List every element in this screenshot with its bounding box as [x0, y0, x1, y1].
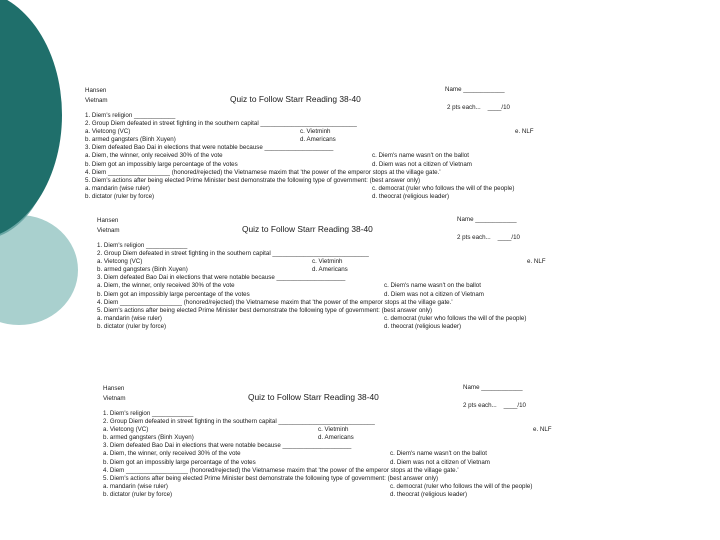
option-2e: e. NLF	[533, 426, 552, 434]
option-3a: a. Diem, the winner, only received 30% of the vote	[103, 450, 241, 458]
dark-teal-circle	[0, 0, 62, 240]
question-5: 5. Diem's actions after being elected Prime Minister best demonstrate the following type of government: (best answer only)	[97, 306, 433, 314]
score-label: ____/10	[497, 234, 520, 241]
unit-name: Vietnam	[97, 227, 120, 234]
quiz-copy-3	[103, 384, 703, 499]
option-2a: a. Vietcong (VC)	[103, 426, 149, 434]
question-2: 2. Group Diem defeated in street fighting in the southern capital ____________________________	[97, 250, 369, 258]
option-3b: b. Diem got an impossibly large percentage of the votes	[103, 458, 256, 466]
quiz-title: Quiz to Follow Starr Reading 38-40	[242, 224, 373, 234]
question-4: 4. Diem __________________ (honored/rejected) the Vietnamese maxim that 'the power of the emperor stops at the village gate.'	[103, 466, 459, 474]
option-2d: d. Americans	[312, 266, 348, 274]
option-3d: d. Diem was not a citizen of Vietnam	[372, 160, 472, 168]
option-2b: b. armed gangsters (Binh Xuyen)	[103, 434, 194, 442]
light-teal-circle	[0, 215, 78, 325]
option-2d: d. Americans	[300, 136, 336, 144]
option-5d: d. theocrat (religious leader)	[372, 192, 450, 200]
option-2c: c. Vietminh	[300, 128, 331, 136]
option-5b: b. dictator (ruler by force)	[97, 322, 167, 330]
quiz-header	[97, 216, 697, 242]
option-3a: a. Diem, the winner, only received 30% of the vote	[97, 282, 235, 290]
quiz-header	[103, 384, 703, 410]
option-3d: d. Diem was not a citizen of Vietnam	[390, 458, 490, 466]
option-2b: b. armed gangsters (Binh Xuyen)	[85, 136, 176, 144]
name-field-label: Name ____________	[457, 216, 517, 223]
option-3c: c. Diem's name wasn't on the ballot	[384, 282, 481, 290]
option-3a: a. Diem, the winner, only received 30% of the vote	[85, 152, 223, 160]
question-4: 4. Diem __________________ (honored/rejected) the Vietnamese maxim that 'the power of the emperor stops at the village gate.'	[85, 168, 441, 176]
question-3: 3. Diem defeated Bao Dai in elections that were notable because ____________________	[85, 144, 334, 152]
unit-name: Vietnam	[103, 395, 126, 402]
option-2c: c. Vietminh	[318, 426, 349, 434]
score-label: ____/10	[487, 104, 510, 111]
question-5: 5. Diem's actions after being elected Prime Minister best demonstrate the following type of government: (best answer only)	[103, 474, 439, 482]
name-field-label: Name ____________	[445, 86, 505, 93]
quiz-copy-1	[85, 86, 690, 201]
option-5a: a. mandarin (wise ruler)	[97, 314, 162, 322]
quiz-title: Quiz to Follow Starr Reading 38-40	[248, 392, 379, 402]
option-3b: b. Diem got an impossibly large percentage of the votes	[85, 160, 238, 168]
score-label: ____/10	[503, 402, 526, 409]
question-3: 3. Diem defeated Bao Dai in elections that were notable because ____________________	[103, 442, 352, 450]
question-2: 2. Group Diem defeated in street fighting in the southern capital ____________________________	[103, 418, 375, 426]
option-3c: c. Diem's name wasn't on the ballot	[372, 152, 469, 160]
quiz-copy-2	[97, 216, 697, 331]
option-5c: c. democrat (ruler who follows the will of the people)	[390, 482, 533, 490]
question-2: 2. Group Diem defeated in street fighting in the southern capital ____________________________	[85, 120, 357, 128]
teacher-name: Hansen	[97, 217, 119, 224]
option-5d: d. theocrat (religious leader)	[390, 490, 468, 498]
decorative-circles	[0, 0, 80, 540]
option-3b: b. Diem got an impossibly large percentage of the votes	[97, 290, 250, 298]
points-label: 2 pts each... ____/10	[457, 234, 520, 241]
points-label: 2 pts each... ____/10	[447, 104, 510, 111]
option-2a: a. Vietcong (VC)	[97, 258, 143, 266]
name-field-label: Name ____________	[463, 384, 523, 391]
option-2b: b. armed gangsters (Binh Xuyen)	[97, 266, 188, 274]
points-label: 2 pts each... ____/10	[463, 402, 526, 409]
option-2e: e. NLF	[515, 128, 534, 136]
option-5a: a. mandarin (wise ruler)	[103, 482, 168, 490]
option-5c: c. democrat (ruler who follows the will of the people)	[384, 314, 527, 322]
teacher-name: Hansen	[103, 385, 125, 392]
option-5b: b. dictator (ruler by force)	[85, 192, 155, 200]
option-3d: d. Diem was not a citizen of Vietnam	[384, 290, 484, 298]
option-2c: c. Vietminh	[312, 258, 343, 266]
option-3c: c. Diem's name wasn't on the ballot	[390, 450, 487, 458]
option-5c: c. democrat (ruler who follows the will of the people)	[372, 184, 515, 192]
question-3: 3. Diem defeated Bao Dai in elections that were notable because ____________________	[97, 274, 346, 282]
question-1: 1. Diem's religion ____________	[103, 410, 194, 417]
question-4: 4. Diem __________________ (honored/rejected) the Vietnamese maxim that 'the power of the emperor stops at the village gate.'	[97, 298, 453, 306]
question-1: 1. Diem's religion ____________	[97, 242, 188, 249]
option-5d: d. theocrat (religious leader)	[384, 322, 462, 330]
option-5a: a. mandarin (wise ruler)	[85, 184, 150, 192]
question-5: 5. Diem's actions after being elected Prime Minister best demonstrate the following type of government: (best answer only)	[85, 176, 421, 184]
option-2e: e. NLF	[527, 258, 546, 266]
option-5b: b. dictator (ruler by force)	[103, 490, 173, 498]
unit-name: Vietnam	[85, 97, 108, 104]
quiz-header	[85, 86, 690, 112]
question-1: 1. Diem's religion ____________	[85, 112, 176, 119]
quiz-title: Quiz to Follow Starr Reading 38-40	[230, 94, 361, 104]
option-2a: a. Vietcong (VC)	[85, 128, 131, 136]
teacher-name: Hansen	[85, 87, 107, 94]
option-2d: d. Americans	[318, 434, 354, 442]
